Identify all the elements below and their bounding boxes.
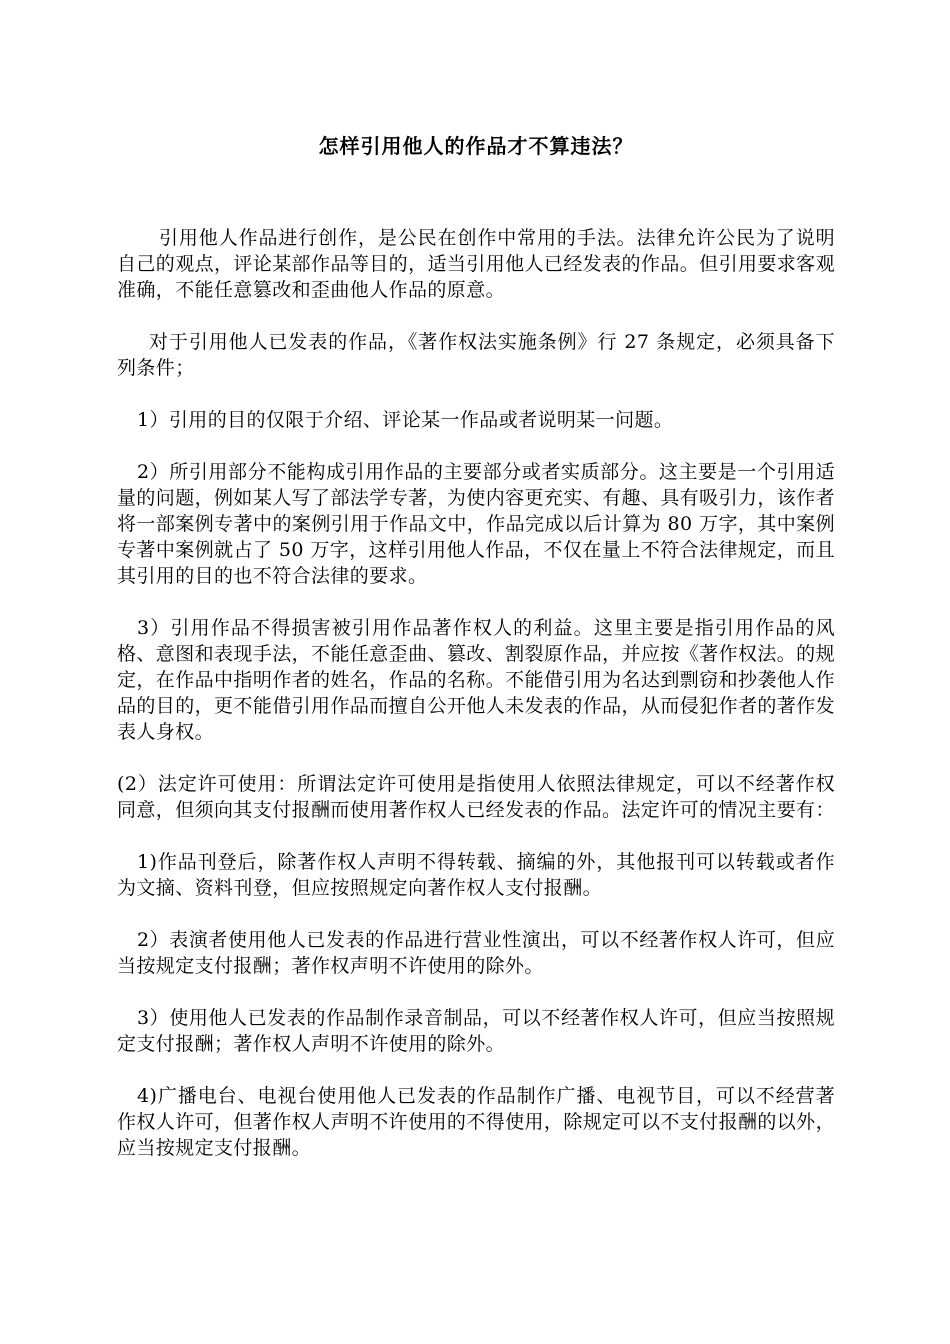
paragraph-conditions-intro: 对于引用他人已发表的作品，《著作权法实施条例》行 27 条规定，必须具备下列条件； — [117, 331, 835, 379]
paragraph-license-2: 2）表演者使用他人已发表的作品进行营业性演出，可以不经著作权人许可，但应当按规定支付报酬；著作权声明不许使用的除外。 — [117, 929, 835, 977]
document-page — [117, 0, 835, 1161]
paragraph-statutory-license: (2）法定许可使用：所谓法定许可使用是指使用人依照法律规定，可以不经著作权同意，但须向其支付报酬而使用著作权人已经发表的作品。法定许可的情况主要有： — [117, 773, 835, 821]
paragraph-condition-1: 1）引用的目的仅限于介绍、评论某一作品或者说明某一问题。 — [137, 409, 674, 431]
paragraph-license-4: 4)广播电台、电视台使用他人已发表的作品制作广播、电视节目，可以不经营著作权人许可，但著作权人声明不许使用的不得使用，除规定可以不支付报酬的以外，应当按规定支付报酬。 — [117, 1085, 835, 1159]
paragraph-condition-3: 3）引用作品不得损害被引用作品著作权人的利益。这里主要是指引用作品的风格、意图和表现手法，不能任意歪曲、篡改、割裂原作品，并应按《著作权法。的规定，在作品中指明作者的姓名，作品的名称。不能借引用为名达到剽窃和抄袭他人作品的目的，更不能借引用作品而擅自公开他人未发表的作品，从而侵犯作者的著作发表人身权。 — [117, 617, 835, 743]
document-title: 怎样引用他人的作品才不算违法？ — [318, 134, 634, 158]
paragraph-intro: 引用他人作品进行创作，是公民在创作中常用的手法。法律允许公民为了说明自己的观点，评论某部作品等目的，适当引用他人已经发表的作品。但引用要求客观准确，不能任意篡改和歪曲他人作品的原意。 — [117, 227, 835, 301]
paragraph-license-3: 3）使用他人已发表的作品制作录音制品，可以不经著作权人许可，但应当按照规定支付报酬；著作权人声明不许使用的除外。 — [117, 1007, 835, 1055]
paragraph-license-1: 1)作品刊登后，除著作权人声明不得转载、摘编的外，其他报刊可以转载或者作为文摘、资料刊登，但应按照规定向著作权人支付报酬。 — [117, 851, 835, 899]
paragraph-condition-2: 2）所引用部分不能构成引用作品的主要部分或者实质部分。这主要是一个引用适量的问题，例如某人写了部法学专著，为使内容更充实、有趣、具有吸引力，该作者将一部案例专著中的案例引用于作品文中，作品完成以后计算为 80 万字，其中案例专著中案例就占了 50 万字，这样引用他人作品，不仅在量上不符合法律规定，而且其引用的目的也不符合法律的要求。 — [117, 461, 835, 587]
